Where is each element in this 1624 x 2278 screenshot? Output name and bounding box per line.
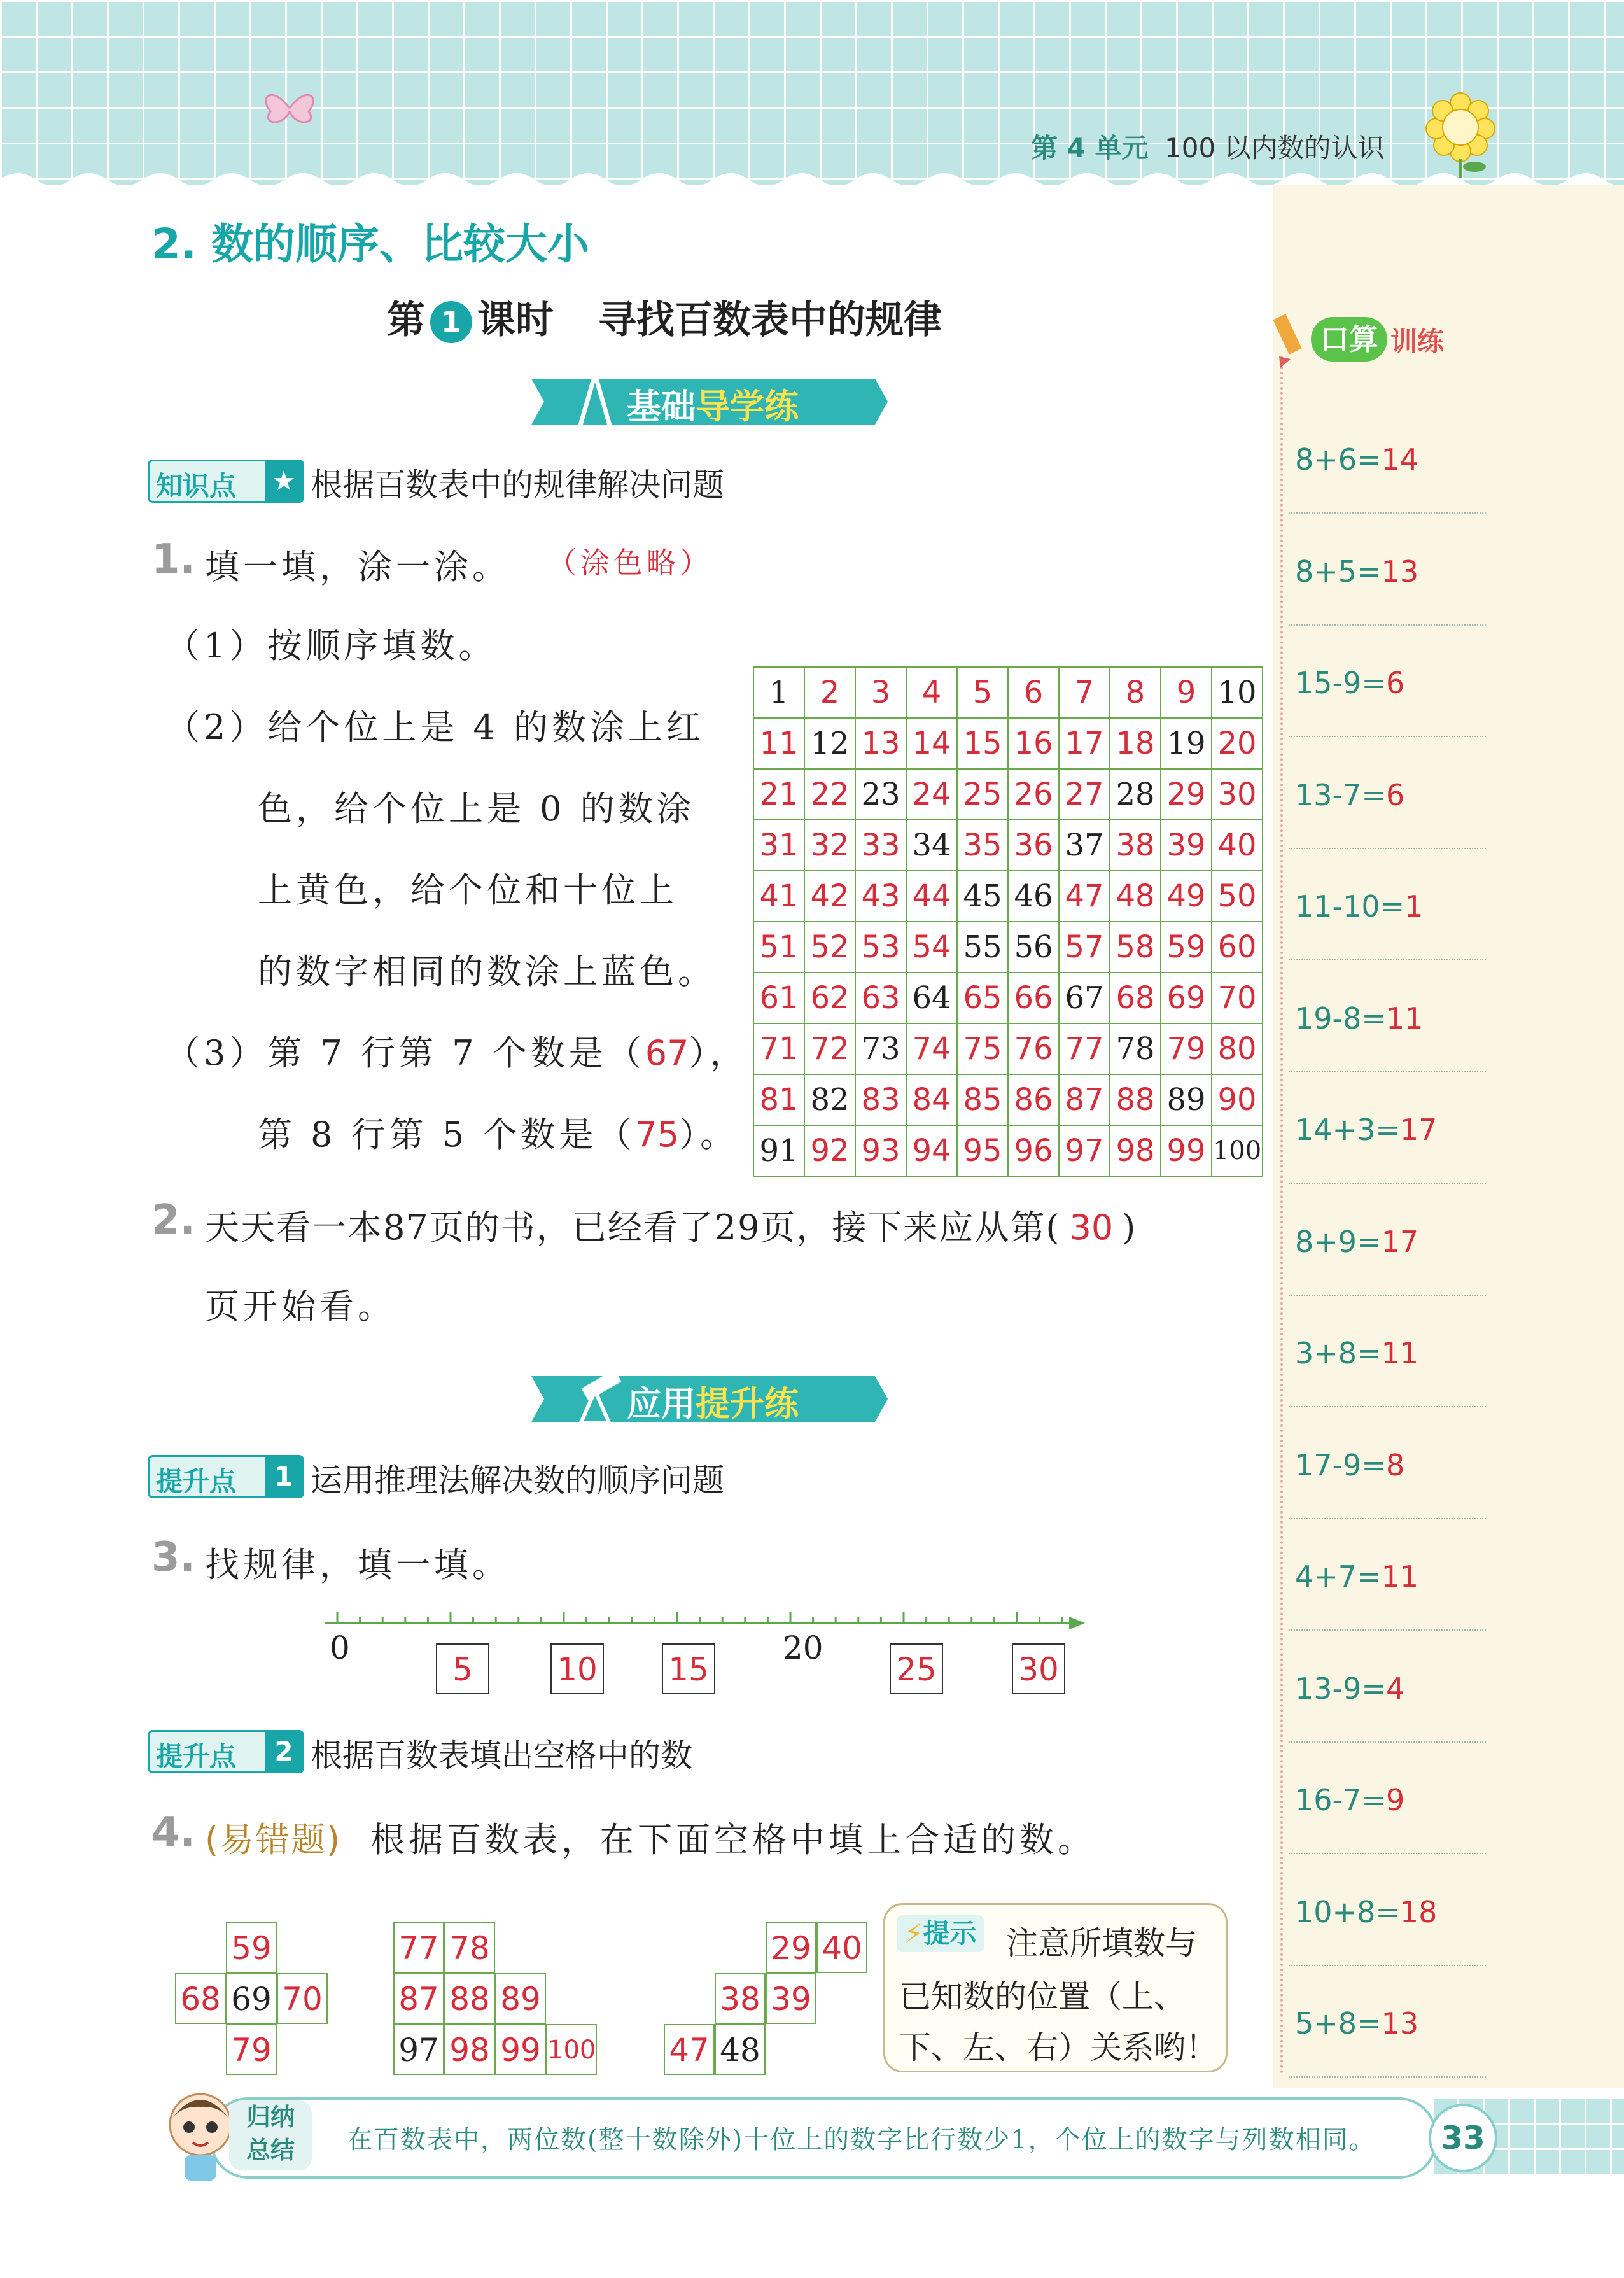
hundred-chart-cell: 9	[1161, 667, 1212, 718]
hint-label: 提示	[923, 1918, 977, 1949]
hundred-chart-cell: 97	[1059, 1125, 1110, 1176]
q1-sub2-line1: （2）给个位上是 4 的数涂上红	[165, 707, 705, 747]
oral-item	[1295, 1001, 1486, 1036]
oral-divider	[1289, 2076, 1486, 2078]
hundred-chart-cell: 84	[906, 1074, 957, 1125]
hundred-chart-cell: 36	[1008, 820, 1059, 871]
hundred-chart-cell: 95	[957, 1125, 1008, 1176]
basic-ribbon-b: 导学练	[696, 386, 799, 426]
hundred-chart-cell: 53	[855, 922, 906, 973]
oral-answer: 17	[1381, 1224, 1419, 1259]
q1-sub3-a-answer: 67	[645, 1033, 689, 1073]
hundred-chart-cell: 52	[804, 922, 855, 973]
oral-question: 19-8=	[1295, 1001, 1386, 1036]
child-avatar-icon	[162, 2086, 239, 2182]
ruler-icon	[570, 1365, 627, 1429]
grid-a-top: 59	[226, 1922, 277, 1973]
oral-divider	[1289, 1518, 1486, 1519]
hundred-chart-cell: 77	[1059, 1023, 1110, 1074]
oral-question: 3+8=	[1295, 1336, 1382, 1370]
hundred-chart-cell: 74	[906, 1023, 957, 1074]
oral-title-b: 训练	[1390, 326, 1445, 357]
hundred-chart-cell: 15	[957, 718, 1008, 769]
oral-answer: 11	[1381, 1559, 1419, 1594]
basic-ribbon-text	[627, 379, 799, 428]
hundred-chart-cell: 7	[1059, 667, 1110, 718]
hundred-chart-row	[753, 820, 1263, 871]
oral-item	[1295, 1895, 1486, 1929]
oral-answer: 13	[1381, 2006, 1419, 2041]
oral-item	[1295, 554, 1486, 589]
oral-divider	[1289, 1295, 1486, 1296]
hundred-chart-cell: 20	[1212, 718, 1263, 769]
summary-label-a: 归纳	[246, 2103, 295, 2131]
oral-question: 16-7=	[1295, 1783, 1386, 1817]
oral-answer: 11	[1381, 1336, 1419, 1370]
q1-number: 1.	[151, 536, 195, 583]
hundred-chart-cell: 37	[1059, 820, 1110, 871]
hundred-chart-cell: 71	[753, 1023, 804, 1074]
oral-divider	[1289, 512, 1486, 514]
oral-divider	[1289, 1406, 1486, 1407]
hundred-chart-cell: 81	[753, 1074, 804, 1125]
q1-sub2-line2: 色，给个位上是 0 的数涂	[258, 789, 695, 829]
knowledge-point-text: 根据百数表中的规律解决问题	[311, 467, 724, 503]
hundred-chart-row	[753, 871, 1263, 922]
number-line-answer-5: 5	[436, 1643, 489, 1694]
hundred-chart-cell: 12	[804, 718, 855, 769]
summary-label	[229, 2100, 312, 2170]
oral-question: 8+5=	[1295, 554, 1382, 589]
hundred-chart-cell: 35	[957, 820, 1008, 871]
apply-ribbon-b: 提升练	[696, 1384, 799, 1424]
oral-question: 11-10=	[1295, 889, 1405, 924]
hundred-chart-cell: 91	[753, 1125, 804, 1176]
oral-answer: 18	[1399, 1894, 1438, 1929]
oral-item	[1295, 1225, 1486, 1259]
hundred-chart-cell: 69	[1161, 973, 1212, 1023]
grid-b-99: 99	[495, 2024, 546, 2075]
hundred-chart-cell: 8	[1110, 667, 1161, 718]
q4-text: 根据百数表，在下面空格中填上合适的数。	[370, 1820, 1096, 1860]
hundred-chart	[753, 666, 1263, 1177]
summary-label-b: 总结	[246, 2136, 295, 2164]
q2-number: 2.	[151, 1197, 195, 1244]
number-line-label-20: 20	[783, 1629, 823, 1666]
lesson-prefix: 第	[387, 298, 425, 342]
hundred-chart-cell: 14	[906, 718, 957, 769]
q1-sub3-a	[165, 1026, 748, 1075]
hundred-chart-cell: 39	[1161, 820, 1212, 871]
grid-b-89: 89	[495, 1973, 546, 2024]
grid-b-97: 97	[393, 2024, 444, 2075]
hundred-chart-cell: 10	[1212, 667, 1263, 718]
hundred-chart-cell: 16	[1008, 718, 1059, 769]
grid-c-39: 39	[766, 1973, 816, 2024]
oral-item	[1295, 1113, 1486, 1147]
number-line	[325, 1604, 1088, 1706]
oral-item	[1295, 1448, 1486, 1482]
oral-question: 14+3=	[1295, 1113, 1400, 1147]
sidebar-dotted-line	[1280, 356, 1283, 2075]
hundred-chart-cell: 44	[906, 871, 957, 922]
hundred-chart-cell: 40	[1212, 820, 1263, 871]
hundred-chart-cell: 31	[753, 820, 804, 871]
hundred-chart-cell: 93	[855, 1125, 906, 1176]
oral-item	[1295, 442, 1486, 477]
hundred-chart-cell: 19	[1161, 718, 1212, 769]
oral-item	[1295, 1783, 1486, 1817]
butterfly-icon	[255, 83, 325, 134]
lightning-icon: ⚡	[904, 1918, 923, 1949]
hundred-chart-cell: 49	[1161, 871, 1212, 922]
oral-divider	[1289, 1853, 1486, 1854]
hundred-chart-cell: 58	[1110, 922, 1161, 973]
hundred-chart-cell: 72	[804, 1023, 855, 1074]
number-line-axis	[325, 1604, 1088, 1642]
hundred-chart-cell: 11	[753, 718, 804, 769]
q2-line1-post: )	[1122, 1207, 1137, 1248]
oral-divider	[1289, 959, 1486, 960]
hundred-chart-cell: 23	[855, 769, 906, 820]
oral-question: 13-7=	[1295, 777, 1386, 812]
hundred-chart-cell: 87	[1059, 1074, 1110, 1125]
oral-answer: 6	[1385, 666, 1405, 700]
oral-item	[1295, 1336, 1486, 1370]
hundred-chart-cell: 59	[1161, 922, 1212, 973]
apply-ribbon-text	[627, 1377, 799, 1426]
star-icon: ★	[265, 461, 302, 501]
hundred-chart-cell: 42	[804, 871, 855, 922]
oral-divider	[1289, 1965, 1486, 1966]
grid-c-40: 40	[816, 1922, 867, 1973]
oral-question: 8+9=	[1295, 1224, 1382, 1259]
section-title: 2. 数的顺序、比较大小	[151, 220, 589, 269]
compass-icon	[573, 368, 617, 432]
hundred-chart-cell: 47	[1059, 871, 1110, 922]
q1-sub2-line3: 上黄色，给个位和十位上	[258, 870, 678, 910]
summary-text: 在百数表中，两位数(整十数除外)十位上的数字比行数少1，个位上的数字与列数相同。	[347, 2125, 1376, 2155]
lesson-title	[387, 290, 942, 344]
hundred-chart-row	[753, 973, 1263, 1023]
oral-answer: 14	[1381, 442, 1419, 477]
hundred-chart-row	[753, 1125, 1263, 1176]
hundred-chart-cell: 24	[906, 769, 957, 820]
number-line-answer-15: 15	[662, 1643, 715, 1694]
hundred-chart-cell: 94	[906, 1125, 957, 1176]
hundred-chart-cell: 85	[957, 1074, 1008, 1125]
hundred-chart-cell: 70	[1212, 973, 1263, 1023]
hundred-chart-cell: 80	[1212, 1023, 1263, 1074]
oral-item	[1295, 2006, 1486, 2041]
q3-number: 3.	[151, 1534, 195, 1581]
hundred-chart-cell: 38	[1110, 820, 1161, 871]
hundred-chart-cell: 55	[957, 922, 1008, 973]
raise-point1-label: 提升点	[156, 1466, 237, 1497]
hundred-chart-cell: 51	[753, 922, 804, 973]
hundred-chart-cell: 83	[855, 1074, 906, 1125]
hundred-chart-cell: 54	[906, 922, 957, 973]
raise-point1-text: 运用推理法解决数的顺序问题	[311, 1462, 724, 1499]
hundred-chart-cell: 41	[753, 871, 804, 922]
knowledge-point-label: 知识点	[156, 470, 237, 502]
q2-line1-pre: 天天看一本87页的书，已经看了29页，接下来应从第(	[205, 1207, 1061, 1248]
hundred-chart-cell: 46	[1008, 871, 1059, 922]
hundred-chart-cell: 76	[1008, 1023, 1059, 1074]
number-line-answer-30: 30	[1012, 1643, 1065, 1694]
oral-question: 17-9=	[1295, 1447, 1386, 1482]
hundred-chart-cell: 17	[1059, 718, 1110, 769]
number-line-label-0: 0	[330, 1629, 350, 1666]
lesson-name: 寻找百数表中的规律	[598, 298, 942, 342]
hundred-chart-cell: 98	[1110, 1125, 1161, 1176]
unit-label: 第 4 单元	[1031, 132, 1149, 164]
hundred-chart-cell: 89	[1161, 1074, 1212, 1125]
number-line-answer-25: 25	[890, 1643, 943, 1694]
hint-line-1: 注意所填数与	[1006, 1925, 1197, 1962]
q1-sub3-b-answer: 75	[635, 1114, 680, 1155]
grid-a-right: 70	[277, 1973, 328, 2024]
hundred-chart-cell: 78	[1110, 1023, 1161, 1074]
pencil-icon	[1266, 312, 1311, 369]
hundred-chart-cell: 32	[804, 820, 855, 871]
q1-sub3-b-post: ）。	[679, 1114, 739, 1155]
oral-divider	[1289, 1183, 1486, 1184]
hundred-chart-cell: 63	[855, 973, 906, 1023]
grid-a-center: 69	[226, 1973, 277, 2024]
hundred-chart-cell: 60	[1212, 922, 1263, 973]
oral-answer: 13	[1381, 554, 1419, 589]
oral-question: 13-9=	[1295, 1671, 1386, 1706]
hundred-chart-cell: 27	[1059, 769, 1110, 820]
hundred-chart-cell: 61	[753, 973, 804, 1023]
oral-item	[1295, 1671, 1486, 1706]
grid-c-29: 29	[766, 1922, 816, 1973]
grid-b-98: 98	[444, 2024, 495, 2075]
oral-divider	[1289, 624, 1486, 626]
knowledge-point-tag	[148, 460, 304, 503]
oral-divider	[1289, 1741, 1486, 1743]
hundred-chart-cell: 48	[1110, 871, 1161, 922]
hundred-chart-row	[753, 1074, 1263, 1125]
hundred-chart-cell: 68	[1110, 973, 1161, 1023]
hundred-chart-cell: 22	[804, 769, 855, 820]
q2-line1	[205, 1200, 1137, 1249]
hundred-chart-cell: 82	[804, 1074, 855, 1125]
hundred-chart-cell: 21	[753, 769, 804, 820]
q1-sub1: （1）按顺序填数。	[165, 626, 497, 666]
hundred-chart-cell: 1	[753, 667, 804, 718]
grid-b-78: 78	[444, 1922, 495, 1973]
grid-b-77: 77	[393, 1922, 444, 1973]
hundred-chart-cell: 26	[1008, 769, 1059, 820]
oral-question: 10+8=	[1295, 1894, 1400, 1929]
flower-icon	[1422, 89, 1499, 178]
oral-item	[1295, 1559, 1486, 1594]
oral-answer: 11	[1385, 1001, 1424, 1036]
oral-item	[1295, 778, 1486, 812]
hint-box	[883, 1903, 1228, 2072]
hundred-chart-row	[753, 922, 1263, 973]
oral-divider	[1289, 736, 1486, 737]
basic-ribbon-a: 基础	[627, 386, 696, 426]
oral-answer: 6	[1385, 777, 1405, 812]
q4-number: 4.	[151, 1809, 195, 1856]
hundred-chart-cell: 66	[1008, 973, 1059, 1023]
lesson-number-badge: 1	[430, 301, 472, 343]
grid-a-left: 68	[175, 1973, 226, 2024]
hundred-chart-cell: 33	[855, 820, 906, 871]
hundred-chart-cell: 67	[1059, 973, 1110, 1023]
hundred-chart-row	[753, 718, 1263, 769]
q2-line2: 页开始看。	[205, 1286, 396, 1326]
q3-text: 找规律，填一填。	[205, 1545, 510, 1585]
hundred-chart-cell: 90	[1212, 1074, 1263, 1125]
oral-divider	[1289, 848, 1486, 849]
number-line-answer-10: 10	[550, 1643, 604, 1694]
hundred-chart-cell: 56	[1008, 922, 1059, 973]
oral-title-a: 口算	[1311, 317, 1387, 362]
hundred-chart-row	[753, 769, 1263, 820]
grid-b-100: 100	[546, 2024, 597, 2075]
grid-b-87: 87	[393, 1973, 444, 2024]
hundred-chart-cell: 75	[957, 1023, 1008, 1074]
hundred-chart-row	[753, 667, 1263, 718]
grid-c-48: 48	[715, 2024, 766, 2075]
hundred-chart-cell: 25	[957, 769, 1008, 820]
hundred-chart-cell: 2	[804, 667, 855, 718]
hint-tag	[897, 1915, 984, 1952]
hundred-chart-cell: 18	[1110, 718, 1161, 769]
hundred-chart-cell: 79	[1161, 1023, 1212, 1074]
unit-title: 100 以内数的认识	[1165, 132, 1385, 164]
q1-sub3-b-pre: 第 8 行第 5 个数是（	[258, 1114, 636, 1155]
raise-point2-label: 提升点	[156, 1741, 237, 1772]
hundred-chart-cell: 96	[1008, 1125, 1059, 1176]
hundred-chart-cell: 5	[957, 667, 1008, 718]
grid-c-38: 38	[715, 1973, 766, 2024]
hundred-chart-cell: 57	[1059, 922, 1110, 973]
hundred-chart-cell: 65	[957, 973, 1008, 1023]
hundred-chart-cell: 86	[1008, 1074, 1059, 1125]
q1-sub3-a-pre: （3）第 7 行第 7 个数是（	[165, 1033, 645, 1073]
hundred-chart-cell: 50	[1212, 871, 1263, 922]
oral-question: 4+7=	[1295, 1559, 1382, 1594]
hundred-chart-cell: 29	[1161, 769, 1212, 820]
q1-sub2-line4: 的数字相同的数涂上蓝色。	[258, 952, 716, 992]
hundred-chart-cell: 34	[906, 820, 957, 871]
raise-point2-tag	[148, 1730, 304, 1773]
page-number: 33	[1429, 2104, 1497, 2172]
oral-answer: 9	[1385, 1783, 1405, 1817]
oral-training-badge	[1266, 312, 1489, 369]
raise-point2-text: 根据百数表填出空格中的数	[311, 1737, 692, 1774]
hundred-chart-cell: 43	[855, 871, 906, 922]
hundred-chart-cell: 4	[906, 667, 957, 718]
hundred-chart-cell: 28	[1110, 769, 1161, 820]
hint-line-3: 下、左、右）关系哟！	[899, 2029, 1217, 2066]
hundred-chart-cell: 64	[906, 973, 957, 1023]
raise-point1-number: 1	[265, 1457, 302, 1496]
raise-point2-number: 2	[265, 1732, 302, 1771]
hundred-chart-cell: 45	[957, 871, 1008, 922]
oral-item	[1295, 889, 1486, 924]
grid-c-47: 47	[664, 2024, 715, 2075]
grid-a-bottom: 79	[226, 2024, 277, 2075]
q1-sub3-a-post: ），	[689, 1033, 748, 1073]
hundred-chart-cell: 13	[855, 718, 906, 769]
hint-line-2: 已知数的位置（上、	[899, 1978, 1186, 2015]
hundred-chart-cell: 6	[1008, 667, 1059, 718]
hundred-chart-cell: 88	[1110, 1074, 1161, 1125]
lesson-suffix: 课时	[477, 298, 554, 342]
grid-b-88: 88	[444, 1973, 495, 2024]
oral-answer: 1	[1404, 889, 1424, 924]
hundred-chart-cell: 3	[855, 667, 906, 718]
hundred-chart-cell: 73	[855, 1023, 906, 1074]
apply-ribbon-a: 应用	[627, 1384, 696, 1424]
hundred-chart-cell: 99	[1161, 1125, 1212, 1176]
oral-question: 5+8=	[1295, 2006, 1382, 2041]
oral-question: 8+6=	[1295, 442, 1382, 477]
q1-text: 填一填，涂一涂。	[205, 547, 510, 587]
q2-answer: 30	[1069, 1207, 1114, 1248]
oral-item	[1295, 666, 1486, 700]
oral-divider	[1289, 1071, 1486, 1072]
hundred-chart-cell: 30	[1212, 769, 1263, 820]
oral-answer: 17	[1399, 1113, 1438, 1147]
oral-answer: 8	[1385, 1447, 1405, 1482]
q1-note: （涂色略）	[547, 545, 713, 580]
oral-divider	[1289, 1629, 1486, 1631]
hundred-chart-row	[753, 1023, 1263, 1074]
hundred-chart-cell: 62	[804, 973, 855, 1023]
q4-tag: (易错题)	[205, 1820, 342, 1860]
oral-question: 15-9=	[1295, 666, 1386, 700]
hundred-chart-cell: 92	[804, 1125, 855, 1176]
hundred-chart-cell: 100	[1212, 1125, 1263, 1176]
raise-point1-tag	[148, 1455, 304, 1498]
oral-answer: 4	[1385, 1671, 1405, 1706]
q1-sub3-b	[258, 1107, 738, 1157]
